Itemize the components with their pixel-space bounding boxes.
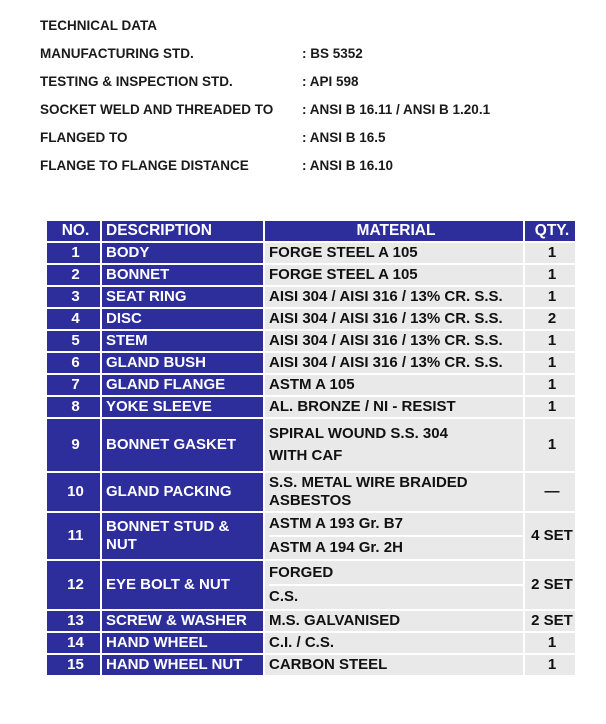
material-line: FORGED (269, 564, 334, 581)
part-qty: 1 (524, 396, 576, 418)
spec-row (40, 100, 491, 128)
part-material (264, 472, 524, 512)
part-number: 1 (46, 242, 101, 264)
part-material: FORGE STEEL A 105 (264, 242, 524, 264)
table-row (46, 308, 576, 330)
part-qty: 1 (524, 286, 576, 308)
part-number: 2 (46, 264, 101, 286)
part-qty: 2 SET (524, 560, 576, 610)
spec-label: FLANGED TO (40, 130, 128, 145)
part-description: STEM (101, 330, 264, 352)
table-row (46, 418, 576, 472)
part-description: BONNET STUD & NUT (101, 512, 264, 560)
part-qty: 1 (524, 374, 576, 396)
part-material: C.I. / C.S. (264, 632, 524, 654)
part-number: 4 (46, 308, 101, 330)
part-material: ASTM A 105 (264, 374, 524, 396)
part-qty: 4 SET (524, 512, 576, 560)
table-row (46, 286, 576, 308)
header-description: DESCRIPTION (101, 220, 264, 242)
part-number: 5 (46, 330, 101, 352)
material-line: ASBESTOS (269, 492, 352, 509)
part-description: HAND WHEEL NUT (101, 654, 264, 676)
part-number: 12 (46, 560, 101, 610)
part-material: AISI 304 / AISI 316 / 13% CR. S.S. (264, 308, 524, 330)
part-qty: — (524, 472, 576, 512)
part-number: 13 (46, 610, 101, 632)
part-material (264, 560, 524, 610)
table-row (46, 512, 576, 560)
part-qty: 1 (524, 264, 576, 286)
spec-label: TESTING & INSPECTION STD. (40, 74, 233, 89)
part-description: BONNET GASKET (101, 418, 264, 472)
table-row (46, 654, 576, 676)
spec-value: : BS 5352 (302, 46, 363, 61)
part-number: 8 (46, 396, 101, 418)
spec-label: FLANGE TO FLANGE DISTANCE (40, 158, 249, 173)
spec-label: SOCKET WELD AND THREADED TO (40, 102, 274, 117)
part-description: DISC (101, 308, 264, 330)
part-description: GLAND BUSH (101, 352, 264, 374)
part-material (264, 418, 524, 472)
part-number: 6 (46, 352, 101, 374)
part-material: AISI 304 / AISI 316 / 13% CR. S.S. (264, 330, 524, 352)
part-number: 9 (46, 418, 101, 472)
header-row (46, 220, 576, 242)
material-line: S.S. METAL WIRE BRAIDED (269, 474, 468, 491)
part-description: GLAND PACKING (101, 472, 264, 512)
part-number: 14 (46, 632, 101, 654)
spec-row (40, 44, 363, 72)
header-qty: QTY. (524, 220, 576, 242)
header-material: MATERIAL (264, 220, 524, 242)
table-row (46, 264, 576, 286)
part-material: AL. BRONZE / NI - RESIST (264, 396, 524, 418)
parts-table-body (46, 242, 576, 676)
spec-value: : ANSI B 16.5 (302, 130, 386, 145)
part-material: AISI 304 / AISI 316 / 13% CR. S.S. (264, 352, 524, 374)
part-qty: 1 (524, 242, 576, 264)
part-number: 7 (46, 374, 101, 396)
part-number: 11 (46, 512, 101, 560)
spec-value: : API 598 (302, 74, 359, 89)
part-description: BODY (101, 242, 264, 264)
part-number: 15 (46, 654, 101, 676)
technical-data-block (40, 16, 491, 184)
part-description: SCREW & WASHER (101, 610, 264, 632)
part-material: CARBON STEEL (264, 654, 524, 676)
part-description: GLAND FLANGE (101, 374, 264, 396)
part-description: EYE BOLT & NUT (101, 560, 264, 610)
parts-table-header (46, 220, 576, 242)
part-qty: 1 (524, 418, 576, 472)
table-row (46, 330, 576, 352)
table-row (46, 560, 576, 610)
spec-row (40, 72, 359, 100)
table-row (46, 472, 576, 512)
header-no: NO. (46, 220, 101, 242)
technical-data-title: TECHNICAL DATA (40, 18, 157, 33)
spec-label: MANUFACTURING STD. (40, 46, 194, 61)
material-line: WITH CAF (269, 447, 343, 464)
part-qty: 2 (524, 308, 576, 330)
part-qty: 1 (524, 654, 576, 676)
material-line: ASTM A 194 Gr. 2H (269, 535, 523, 559)
part-qty: 1 (524, 632, 576, 654)
part-description: YOKE SLEEVE (101, 396, 264, 418)
part-description: BONNET (101, 264, 264, 286)
parts-table (45, 219, 577, 677)
part-material: M.S. GALVANISED (264, 610, 524, 632)
material-line: ASTM A 193 Gr. B7 (269, 515, 403, 532)
table-row (46, 632, 576, 654)
table-row (46, 242, 576, 264)
table-row (46, 374, 576, 396)
part-material: FORGE STEEL A 105 (264, 264, 524, 286)
part-qty: 1 (524, 330, 576, 352)
part-description: SEAT RING (101, 286, 264, 308)
table-row (46, 396, 576, 418)
material-line: SPIRAL WOUND S.S. 304 (269, 425, 448, 442)
material-line: C.S. (269, 584, 523, 608)
part-qty: 2 SET (524, 610, 576, 632)
part-qty: 1 (524, 352, 576, 374)
table-row (46, 352, 576, 374)
spec-row (40, 128, 386, 156)
part-material (264, 512, 524, 560)
part-number: 10 (46, 472, 101, 512)
part-material: AISI 304 / AISI 316 / 13% CR. S.S. (264, 286, 524, 308)
spec-value: : ANSI B 16.10 (302, 158, 394, 173)
part-description: HAND WHEEL (101, 632, 264, 654)
spec-row (40, 156, 394, 184)
spec-value: : ANSI B 16.11 / ANSI B 1.20.1 (302, 102, 491, 117)
part-number: 3 (46, 286, 101, 308)
table-row (46, 610, 576, 632)
